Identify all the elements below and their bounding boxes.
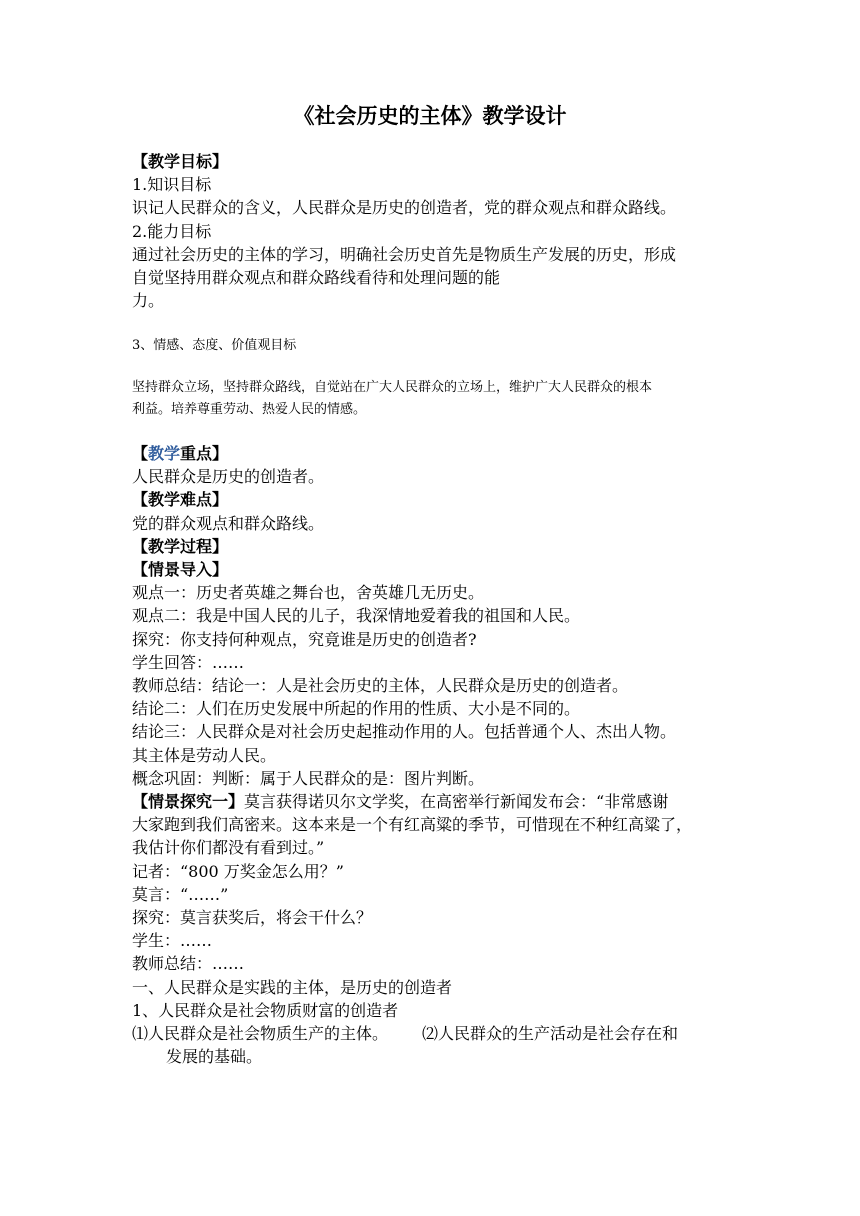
process-line: 探究：你支持何种观点，究竟谁是历史的创造者? xyxy=(132,629,477,649)
process-line: 结论二：人们在历史发展中所起的作用的性质、大小是不同的。 xyxy=(132,699,581,719)
inquiry-line: 学生：…… xyxy=(132,931,213,951)
process-line: 其主体是劳动人民。 xyxy=(132,745,277,765)
key-point-text: 人民群众是历史的创造者。 xyxy=(132,467,325,487)
ability-text-line: 自觉坚持用群众观点和群众路线看待和处理问题的能 xyxy=(132,268,501,288)
knowledge-text: 识记人民群众的含义，人民群众是历史的创造者，党的群众观点和群众路线。 xyxy=(132,198,677,218)
inquiry-line: 我估计你们都没有看到过。” xyxy=(132,838,325,858)
process-line: 结论三：人民群众是对社会历史起推动作用的人。包括普通个人、杰出人物。 xyxy=(132,722,677,742)
document-title: 《社会历史的主体》教学设计 xyxy=(293,104,567,128)
process-heading: 【教学过程】 xyxy=(132,536,229,556)
inquiry-heading: 【情景探究一】 xyxy=(132,792,245,812)
point-two: ⑵人民群众的生产活动是社会存在和 xyxy=(422,1024,679,1044)
key-point-bracket: 【 xyxy=(132,444,149,463)
point-one: ⑴人民群众是社会物质生产的主体。 xyxy=(132,1024,389,1044)
difficulty-text: 党的群众观点和群众路线。 xyxy=(132,513,325,533)
ability-title: 2.能力目标 xyxy=(132,221,212,241)
points-line xyxy=(132,1022,732,1045)
process-line: 学生回答：…… xyxy=(132,652,245,672)
process-line: 观点二：我是中国人民的儿子，我深情地爱着我的祖国和人民。 xyxy=(132,606,581,626)
objectives-heading: 【教学目标】 xyxy=(132,152,229,171)
inquiry-first-line xyxy=(132,790,732,813)
inquiry-line: 1、人民群众是社会物质财富的创造者 xyxy=(132,1000,399,1020)
knowledge-title: 1.知识目标 xyxy=(132,175,212,195)
intro-heading: 【情景导入】 xyxy=(132,560,229,580)
emotion-section xyxy=(132,335,732,357)
objectives-section xyxy=(132,150,732,312)
inquiry-line: 记者：“800 万奖金怎么用？” xyxy=(132,861,344,881)
process-line: 教师总结：结论一：人是社会历史的主体，人民群众是历史的创造者。 xyxy=(132,676,629,696)
key-point-heading xyxy=(132,442,732,465)
inquiry-text: 莫言获得诺贝尔文学奖，在高密举行新闻发布会：“非常感谢 xyxy=(244,792,669,812)
difficulty-heading: 【教学难点】 xyxy=(132,490,229,510)
inquiry-line: 教师总结：…… xyxy=(132,954,245,974)
key-point-heading-rest: 重点】 xyxy=(180,444,229,463)
ability-text-line: 通过社会历史的主体的学习，明确社会历史首先是物质生产发展的历史，形成 xyxy=(132,244,677,264)
point-two-continuation: 发展的基础。 xyxy=(166,1047,263,1067)
process-line: 观点一：历史者英雄之舞台也，舍英雄几无历史。 xyxy=(132,583,485,603)
emotion-title: 3、情感、态度、价值观目标 xyxy=(132,338,297,353)
emotion-text-line: 利益。培养尊重劳动、热爱人民的情感。 xyxy=(132,402,367,417)
process-line: 概念巩固：判断：属于人民群众的是：图片判断。 xyxy=(132,768,485,788)
key-point-link[interactable]: 教学 xyxy=(148,444,181,463)
inquiry-line: 大家跑到我们高密来。这本来是一个有红高粱的季节，可惜现在不种红高粱了， xyxy=(132,815,693,835)
ability-text-line: 力。 xyxy=(132,291,165,311)
inquiry-line: 莫言：“……” xyxy=(132,884,229,904)
inquiry-line: 一、人民群众是实践的主体，是历史的创造者 xyxy=(132,977,453,997)
emotion-text-line: 坚持群众立场，坚持群众路线，自觉站在广大人民群众的立场上，维护广大人民群众的根本 xyxy=(132,380,653,395)
emotion-text xyxy=(132,377,732,421)
main-content xyxy=(132,442,732,1068)
inquiry-line: 探究：莫言获奖后，将会干什么？ xyxy=(132,908,373,928)
